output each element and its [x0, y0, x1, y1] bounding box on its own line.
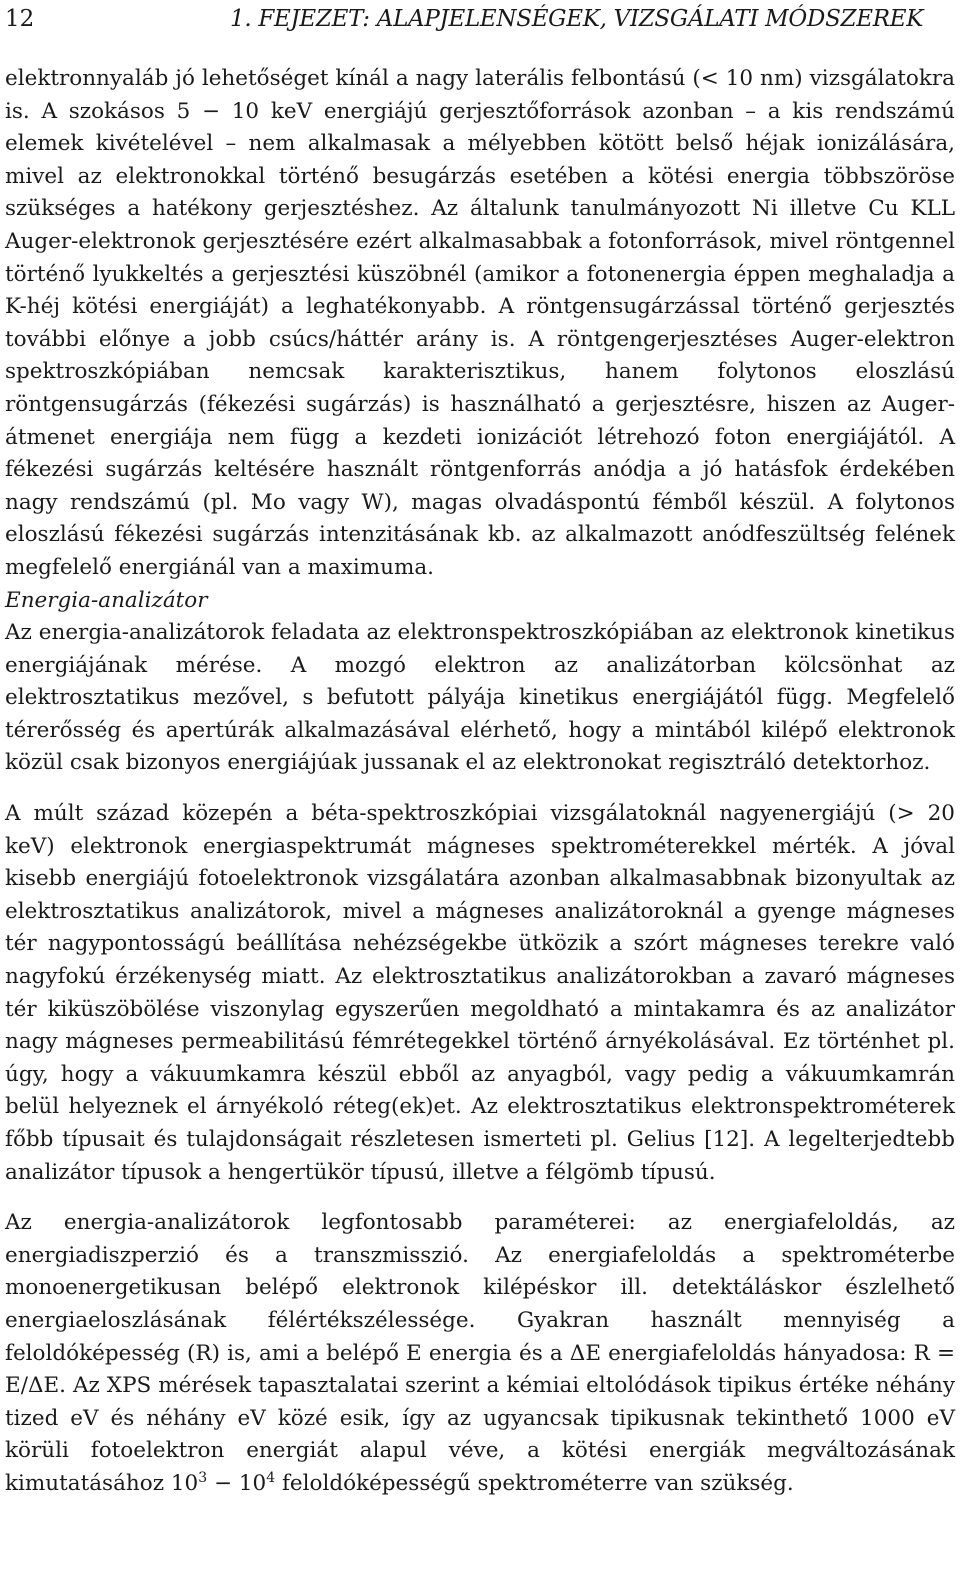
body-text	[5, 63, 955, 1501]
section-heading: Energia-analizátor	[5, 587, 208, 613]
chapter-title: 1. FEJEZET: ALAPJELENSÉGEK, VIZSGÁLATI MÓDSZEREK	[230, 6, 924, 32]
power-base-a: 10	[170, 1470, 199, 1496]
power-base-b: 10	[238, 1470, 267, 1496]
page-number: 12	[5, 6, 35, 32]
paragraph-analyzer-history: A múlt század közepén a béta-spektroszkópiai vizsgálatoknál nagyenergiájú (> 20 keV) elektronok energiaspektrumát mágneses spektrométerekkel mérték. A jóval kisebb energiájú fotoelektronok vizsgálatára azonban alkalmasabbnak bizonyultak az elektrosztatikus analizátorok, mivel a mágneses analizátoroknál a gyenge mágneses tér nagypontosságú beállítása nehézségekbe ütközik a szórt mágneses terekre való nagyfokú érzékenység miatt. Az elektrosztatikus analizátorokban a zavaró mágneses tér kiküszöbölése viszonylag egyszerűen megoldható a mintakamra és az analizátor nagy mágneses permeabilitású fémrétegekkel történő árnyékolásával. Ez történhet pl. úgy, hogy a vákuumkamra készül ebből az anyagból, vagy pedig a vákuumkamrán belül helyeznek el árnyékoló réteg(ek)et. Az elektrosztatikus elektronspektrométerek főbb típusait és tulajdonságait részletesen ismerteti pl. Gelius [12]. A legelterjedtebb analizátor típusok a hengertükör típusú, illetve a félgömb típusú.	[5, 801, 955, 1185]
paragraph-analyzer-task: Az energia-analizátorok feladata az elektronspektroszkópiában az elektronok kinetikus energiájának mérése. A mozgó elektron az analizátorban kölcsönhat az elektrosztatikus mezővel, s befutott pályája kinetikus energiájától függ. Megfelelő térerősség és apertúrák alkalmazásával elérhető, hogy a mintából kilépő elektronok közül csak bizonyos energiájúak jussanak el az elektronokat regisztráló detektorhoz.	[5, 620, 955, 776]
paragraph-analyzer-parameters	[5, 1207, 955, 1500]
resolution-requirement	[171, 1471, 794, 1496]
paragraph-intro: elektronnyaláb jó lehetőséget kínál a nagy laterális felbontású (< 10 nm) vizsgálatokra is. A szokásos 5 − 10 keV energiájú gerjesztőforrások azonban – a kis rendszámú elemek kivételével – nem alkalmasak a mélyebben kötött belső héjak ionizálására, mivel az elektronokkal történő besugárzás esetében a kötési energia többszöröse szükséges a hatékony gerjesztéshez. Az általunk tanulmányozott Ni illetve Cu KLL Auger-elektronok gerjesztésére ezért alkalmasabbak a fotonforrások, mivel röntgennel történő lyukkeltés a gerjesztési küszöbnél (amikor a fotonenergia éppen meghaladja a K-héj kötési energiáját) a leghatékonyabb. A röntgensugárzással történő gerjesztés további előnye a jobb csúcs/háttér arány is. A röntgengerjesztéses Auger-elektron spektroszkópiában nemcsak karakterisztikus, hanem folytonos eloszlású röntgensugárzás (fékezési sugárzás) is használható a gerjesztésre, hiszen az Auger-átmenet energiája nem függ a kezdeti ionizációt létrehozó foton energiájától. A fékezési sugárzás keltésére használt röntgenforrás anódja a jó hatásfok érdekében nagy rendszámú (pl. Mo vagy W), magas olvadáspontú fémből készül. A folytonos eloszlású fékezési sugárzás intenzitásának kb. az alkalmazott anódfeszültség felének megfelelő energiánál van a maximuma.	[5, 66, 955, 580]
running-header	[5, 4, 955, 34]
range-dash: −	[207, 1470, 239, 1496]
power-exponent-b: 4	[266, 1469, 276, 1486]
power-exponent-a: 3	[198, 1469, 208, 1486]
paragraph-analyzer-parameters-text: Az energia-analizátorok legfontosabb paraméterei: az energiafeloldás, az energiadiszperzió és a transzmisszió. Az energiafeloldás a spektrométerbe monoenergetikusan belépő elektronok kilépéskor ill. detektáláskor észlelhető energiaeloszlásának félértékszélessége. Gyakran használt mennyiség a feloldóképesség (R) is, ami a belépő E energia és a ΔE energiafeloldás hányadosa: R = E/ΔE. Az XPS mérések tapasztalatai szerint a kémiai eltolódások tipikus értéke néhány tized eV és néhány eV közé esik, így az ugyancsak tipikusnak tekinthető 1000 eV körüli fotoelektron energiát alapul véve, a kötési energiák megváltozásának kimutatásához	[5, 1210, 955, 1496]
resolution-requirement-text: feloldóképességű spektrométerre van szükség.	[275, 1470, 794, 1496]
